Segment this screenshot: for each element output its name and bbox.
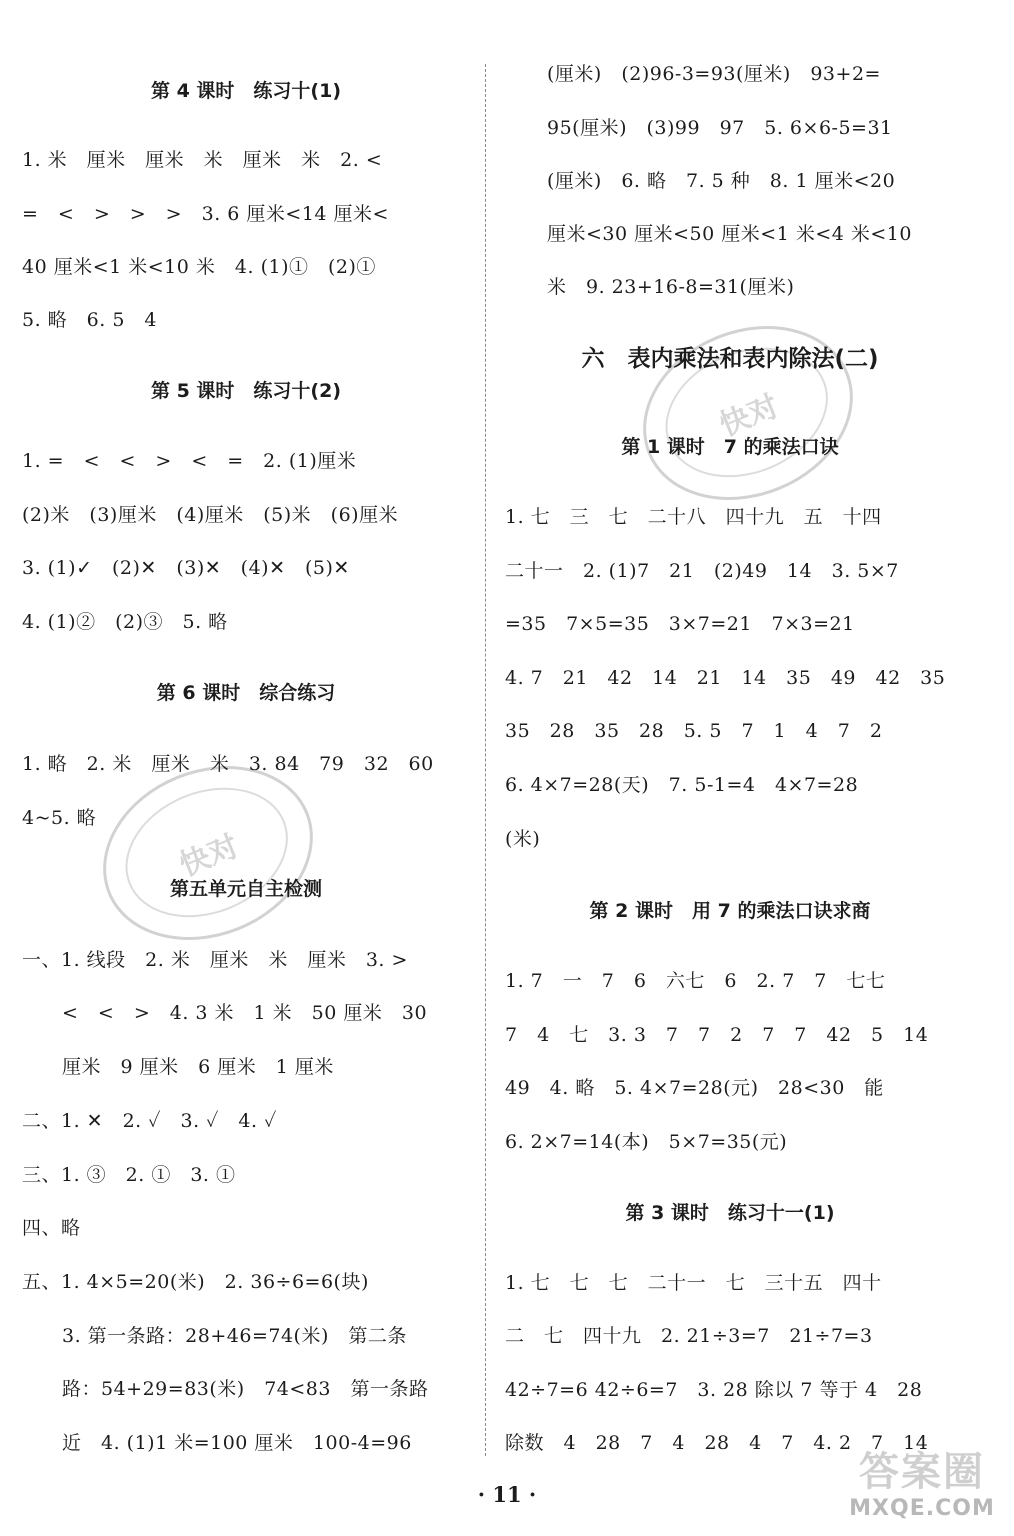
answer-line: 1. 米 厘米 厘米 米 厘米 米 2. < [22,149,383,171]
answer-line: 35 28 35 28 5. 5 7 1 4 7 2 [505,720,883,742]
answer-line: 1. 七 三 七 二十八 四十九 五 十四 [505,506,882,528]
answer-line: 除数 4 28 7 4 28 4 7 4. 2 7 14 [505,1432,929,1454]
answer-line: 5. 略 6. 5 4 [22,309,158,331]
answer-line: 1. = < < > < = 2. (1)厘米 [22,450,357,472]
answer-line: 二 七 四十九 2. 21÷3=7 21÷7=3 [505,1325,873,1347]
answer-line: 一、1. 线段 2. 米 厘米 米 厘米 3. > [22,949,408,971]
answer-line: (厘米) (2)96-3=93(厘米) 93+2= [547,63,881,85]
answer-line: (米) [505,828,541,850]
column-divider [485,64,486,1456]
section-title: 第 2 课时 用 7 的乘法口诀求商 [589,900,871,922]
answer-line: 四、略 [22,1217,81,1239]
page-number: · 11 · [477,1482,537,1507]
answer-line: 路：54+29=83(米) 74<83 第一条路 [62,1378,429,1400]
answer-line: 1. 七 七 七 二十一 七 三十五 四十 [505,1272,882,1294]
answer-line: 厘米<30 厘米<50 厘米<1 米<4 米<10 [547,223,912,245]
section-title: 第 5 课时 练习十(2) [150,380,342,402]
answer-line: 米 9. 23+16-8=31(厘米) [547,276,795,298]
site-watermark [842,1440,1002,1532]
answer-line: 49 4. 略 5. 4×7=28(元) 28<30 能 [505,1077,884,1099]
answer-line: 7 4 七 3. 3 7 7 2 7 7 42 5 14 [505,1024,929,1046]
watermark-url: MXQE.COM [849,1496,995,1521]
answer-line: 40 厘米<1 米<10 米 4. (1)① (2)① [22,256,376,278]
section-title: 第 1 课时 7 的乘法口诀 [621,436,839,458]
answer-line: 6. 2×7=14(本) 5×7=35(元) [505,1131,788,1153]
watermark-logo-text: 答案圈 [859,1449,985,1495]
answer-line: 3. 第一条路：28+46=74(米) 第二条 [62,1325,407,1347]
answer-line: = < > > > 3. 6 厘米<14 厘米< [22,203,389,225]
kuaidui-stamp: 快对 [77,736,339,971]
answer-line: 1. 7 一 7 6 六七 6 2. 7 7 七七 [505,970,886,992]
kuaidui-stamp: 快对 [617,296,879,531]
answer-line: 厘米 9 厘米 6 厘米 1 厘米 [62,1056,334,1078]
unit-title: 六 表内乘法和表内除法(二) [581,346,879,372]
section-title: 第 6 课时 综合练习 [156,682,336,704]
answer-line: 95(厘米) (3)99 97 5. 6×6-5=31 [547,117,893,139]
answer-line: (2)米 (3)厘米 (4)厘米 (5)米 (6)厘米 [22,504,399,526]
answer-line: 五、1. 4×5=20(米) 2. 36÷6=6(块) [22,1271,369,1293]
answer-line: 二十一 2. (1)7 21 (2)49 14 3. 5×7 [505,560,899,582]
answer-line: 近 4. (1)1 米=100 厘米 100-4=96 [62,1432,412,1454]
answer-line: 三、1. ③ 2. ① 3. ① [22,1164,236,1186]
answer-line: 4. (1)② (2)③ 5. 略 [22,611,228,633]
answer-line: 3. (1)✓ (2)✕ (3)✕ (4)✕ (5)✕ [22,557,350,579]
answer-line: < < > 4. 3 米 1 米 50 厘米 30 [62,1002,428,1024]
answer-line: 6. 4×7=28(天) 7. 5-1=4 4×7=28 [505,774,859,796]
section-title: 第 4 课时 练习十(1) [150,80,342,102]
section-title: 第 3 课时 练习十一(1) [625,1202,835,1224]
answer-line: 4. 7 21 42 14 21 14 35 49 42 35 [505,667,946,689]
answer-line: 1. 略 2. 米 厘米 米 3. 84 79 32 60 [22,753,434,775]
answer-line: =35 7×5=35 3×7=21 7×3=21 [505,613,855,635]
section-title: 第五单元自主检测 [169,878,322,900]
answer-line: 二、1. ✕ 2. ✓ 3. ✓ 4. ✓ [22,1110,277,1132]
answer-line: (厘米) 6. 略 7. 5 种 8. 1 厘米<20 [547,170,896,192]
answer-line: 4~5. 略 [22,807,97,829]
answer-line: 42÷7=6 42÷6=7 3. 28 除以 7 等于 4 28 [505,1379,923,1401]
